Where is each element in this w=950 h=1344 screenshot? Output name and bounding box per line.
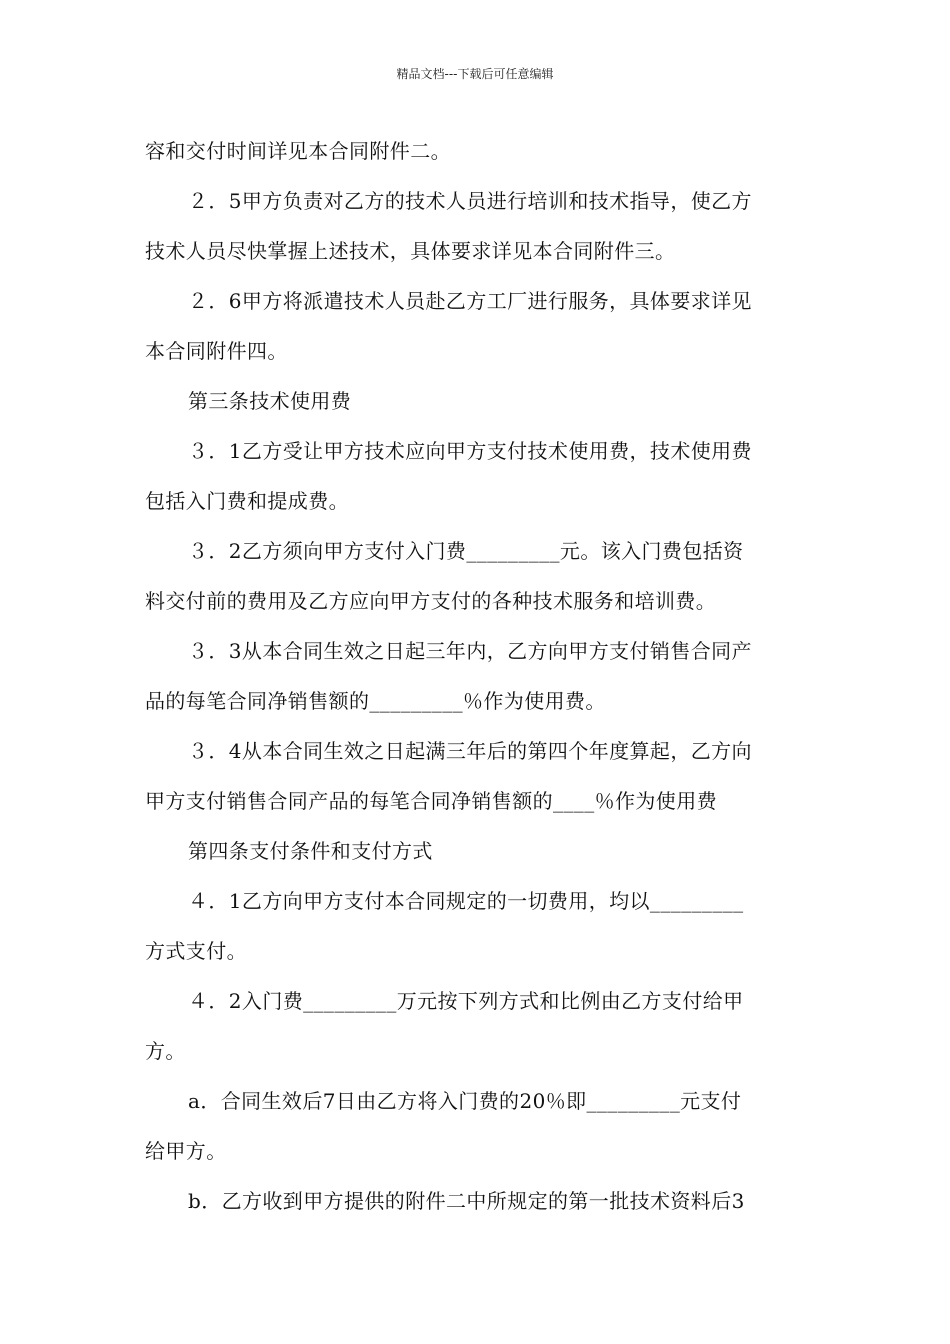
section-heading: 第四条支付条件和支付方式 <box>188 839 433 863</box>
paragraph-line: 技术人员尽快掌握上述技术，具体要求详见本合同附件三。 <box>145 239 676 263</box>
paragraph-line: ４．1乙方向甲方支付本合同规定的一切费用，均以_________ <box>188 889 744 913</box>
paragraph-line: ３．4从本合同生效之日起满三年后的第四个年度算起，乙方向 <box>188 739 752 763</box>
section-heading: 第三条技术使用费 <box>188 389 352 413</box>
paragraph-line: b．乙方收到甲方提供的附件二中所规定的第一批技术资料后3 <box>188 1189 745 1213</box>
paragraph-line: 容和交付时间详见本合同附件二。 <box>145 139 451 163</box>
paragraph-line: 甲方支付销售合同产品的每笔合同净销售额的____％作为使用费 <box>145 789 717 813</box>
paragraph-line: a．合同生效后7日由乙方将入门费的20％即_________元支付 <box>188 1089 742 1113</box>
paragraph-line: 方。 <box>145 1039 186 1063</box>
paragraph-line: 包括入门费和提成费。 <box>145 489 349 513</box>
paragraph-line: 方式支付。 <box>145 939 247 963</box>
paragraph-line: 给甲方。 <box>145 1139 227 1163</box>
paragraph-line: 品的每笔合同净销售额的_________％作为使用费。 <box>145 689 606 713</box>
paragraph-line: ２．5甲方负责对乙方的技术人员进行培训和技术指导，使乙方 <box>188 189 752 213</box>
paragraph-line: ３．2乙方须向甲方支付入门费_________元。该入门费包括资 <box>188 539 744 563</box>
paragraph-line: 本合同附件四。 <box>145 339 288 363</box>
page-header: 精品文档---下载后可任意编辑 <box>396 67 554 81</box>
paragraph-line: ３．3从本合同生效之日起三年内，乙方向甲方支付销售合同产 <box>188 639 752 663</box>
paragraph-line: ４．2入门费_________万元按下列方式和比例由乙方支付给甲 <box>188 989 744 1013</box>
paragraph-line: 料交付前的费用及乙方应向甲方支付的各种技术服务和培训费。 <box>145 589 717 613</box>
paragraph-line: ３．1乙方受让甲方技术应向甲方支付技术使用费，技术使用费 <box>188 439 752 463</box>
paragraph-line: ２．6甲方将派遣技术人员赴乙方工厂进行服务，具体要求详见 <box>188 289 752 313</box>
